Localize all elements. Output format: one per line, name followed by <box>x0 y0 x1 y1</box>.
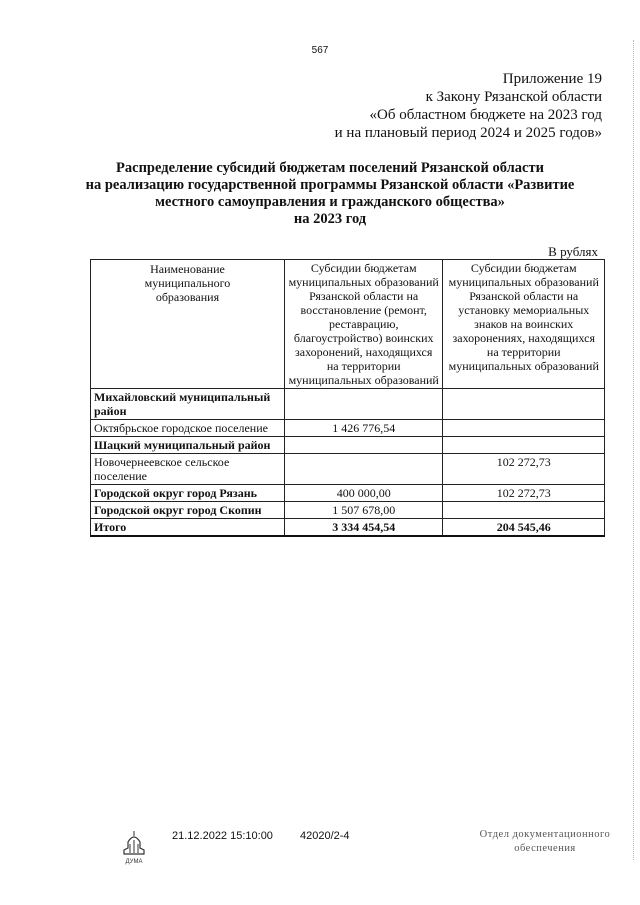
row-value-1: 400 000,00 <box>284 485 443 502</box>
total-label: Итого <box>91 519 285 537</box>
scan-edge-line <box>632 40 634 860</box>
row-name: Новочернеевское сельское поселение <box>91 454 285 485</box>
page-number: 567 <box>311 45 329 56</box>
table-row <box>91 420 605 437</box>
row-value-2 <box>443 420 605 437</box>
row-value-2 <box>443 389 605 420</box>
row-value-1: 1 507 678,00 <box>284 502 443 519</box>
row-value-1: 1 426 776,54 <box>284 420 443 437</box>
table-row <box>91 485 605 502</box>
appendix-line-2: к Закону Рязанской области <box>425 89 602 105</box>
title-line-4: на 2023 год <box>293 211 367 227</box>
footer <box>0 828 640 868</box>
title-line-3: местного самоуправления и гражданского общества» <box>155 194 505 210</box>
table-row <box>91 454 605 485</box>
department-stamp <box>470 828 620 856</box>
appendix-line-1: Приложение 19 <box>502 71 602 87</box>
appendix-line-4: и на плановый период 2024 и 2025 годов» <box>334 125 602 141</box>
header-subsidy-restoration: Субсидии бюджетам муниципальных образований Рязанской области на восстановление (ремонт, реставрацию, благоустройство) воинских захоронений, находящихся на территории муниципальных образований <box>284 260 443 389</box>
row-value-1 <box>284 389 443 420</box>
row-name: Городской округ город Скопин <box>91 502 285 519</box>
row-name: Октябрьское городское поселение <box>91 420 285 437</box>
stamp-line-1: Отдел документационного <box>479 829 611 840</box>
row-name: Городской округ город Рязань <box>91 485 285 502</box>
row-value-2: 102 272,73 <box>443 454 605 485</box>
table-row <box>91 437 605 454</box>
row-value-2: 102 272,73 <box>443 485 605 502</box>
title-line-2: на реализацию государственной программы Рязанской области «Развитие <box>85 177 575 193</box>
appendix-block <box>335 70 602 142</box>
footer-document-code: 42020/2-4 <box>300 830 350 842</box>
table-row <box>91 502 605 519</box>
row-value-2 <box>443 437 605 454</box>
emblem-text: ДУМА <box>125 859 143 865</box>
table-header-row <box>91 260 605 389</box>
row-name: Михайловский муниципальный район <box>91 389 285 420</box>
row-name: Шацкий муниципальный район <box>91 437 285 454</box>
document-title <box>60 160 600 228</box>
stamp-line-2: обеспечения <box>514 843 576 854</box>
title-line-1: Распределение субсидий бюджетам поселений Рязанской области <box>116 160 544 176</box>
subsidy-table <box>90 259 605 537</box>
row-value-1 <box>284 437 443 454</box>
footer-date: 21.12.2022 15:10:00 <box>172 830 273 842</box>
row-value-2 <box>443 502 605 519</box>
total-value-1: 3 334 454,54 <box>284 519 443 537</box>
row-value-1 <box>284 454 443 485</box>
table-row <box>91 389 605 420</box>
header-subsidy-memorial: Субсидии бюджетам муниципальных образований Рязанской области на установку мемориальных знаков на воинских захоронениях, находящихся на территории муниципальных образований <box>443 260 605 389</box>
header-municipality: Наименование муниципального образования <box>91 260 285 389</box>
total-value-2: 204 545,46 <box>443 519 605 537</box>
currency-note: В рублях <box>548 244 598 259</box>
table-total-row <box>91 519 605 537</box>
duma-emblem-icon <box>120 828 148 866</box>
appendix-line-3: «Об областном бюджете на 2023 год <box>369 107 602 123</box>
